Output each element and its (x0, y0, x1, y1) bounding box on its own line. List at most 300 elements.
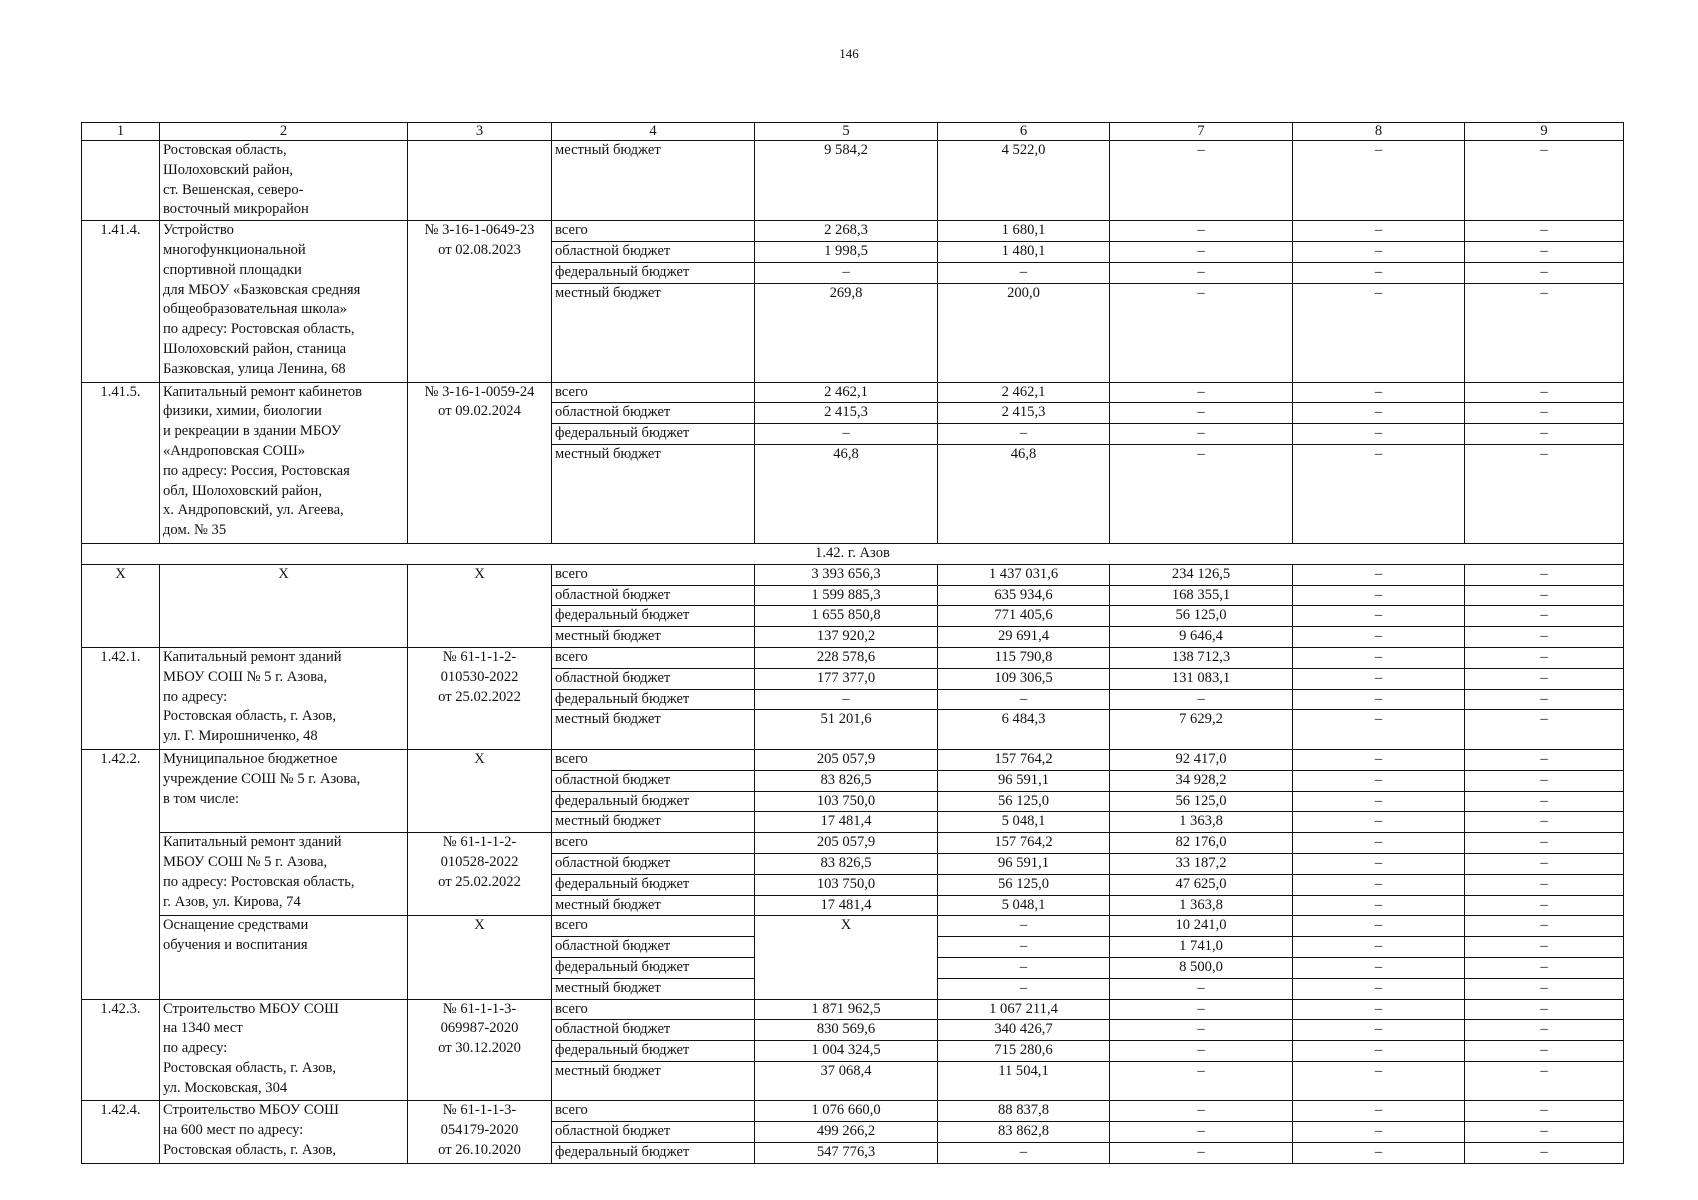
value-col5: 1 004 324,5 (755, 1041, 938, 1062)
item-name-line: по адресу: Ростовская область, (163, 873, 355, 890)
value-col8: – (1293, 895, 1465, 916)
budget-source: местный бюджет (552, 444, 755, 543)
value-col8: – (1293, 1061, 1465, 1101)
value-col5: 205 057,9 (755, 749, 938, 770)
value-col5: 830 569,6 (755, 1020, 938, 1041)
column-number: 5 (755, 123, 938, 141)
budget-source: всего (552, 564, 755, 585)
value-col8: – (1293, 770, 1465, 791)
value-col9: – (1465, 937, 1624, 958)
value-col8: – (1293, 382, 1465, 403)
value-col9: – (1465, 221, 1624, 242)
value-col6: 2 415,3 (938, 403, 1110, 424)
item-document-line: от 25.02.2022 (438, 688, 521, 705)
budget-source: областной бюджет (552, 937, 755, 958)
item-name-line: в том числе: (163, 790, 240, 807)
value-col8: – (1293, 812, 1465, 833)
item-document (408, 382, 552, 543)
value-col9: – (1465, 791, 1624, 812)
item-document-line: от 26.10.2020 (438, 1142, 521, 1159)
value-col8: – (1293, 978, 1465, 999)
item-name-line: по адресу: Ростовская область, (163, 321, 355, 338)
section-row (82, 543, 1624, 564)
item-name-line: ул. Московская, 304 (163, 1079, 288, 1096)
item-name-line: ст. Вешенская, северо- (163, 181, 304, 198)
item-name-line: на 1340 мест (163, 1020, 243, 1037)
column-number: 3 (408, 123, 552, 141)
item-name-line: Капитальный ремонт кабинетов (163, 383, 363, 400)
item-number: 1.42.1. (82, 647, 160, 749)
item-name-line: многофункциональной (163, 241, 306, 258)
item-document (408, 999, 552, 1101)
item-document (408, 141, 552, 221)
item-document-line: № 3-16-1-0059-24 (424, 383, 535, 400)
value-col5: 1 871 962,5 (755, 999, 938, 1020)
item-name-line: обучения и воспитания (163, 937, 308, 954)
value-col9: – (1465, 241, 1624, 262)
value-col7: 47 625,0 (1110, 874, 1293, 895)
value-col5: 51 201,6 (755, 710, 938, 750)
item-name-line: Шолоховский район, станица (163, 340, 347, 357)
value-col5: 17 481,4 (755, 812, 938, 833)
value-col6: – (938, 978, 1110, 999)
item-name (160, 999, 408, 1101)
value-col7: – (1110, 403, 1293, 424)
column-number: 6 (938, 123, 1110, 141)
value-col6: – (938, 262, 1110, 283)
value-col9: – (1465, 1061, 1624, 1101)
table-row (82, 749, 1624, 770)
value-col6: 56 125,0 (938, 791, 1110, 812)
value-col8: – (1293, 916, 1465, 937)
value-col6: 96 591,1 (938, 853, 1110, 874)
table-row (82, 1101, 1624, 1122)
value-col6: 340 426,7 (938, 1020, 1110, 1041)
value-col9: – (1465, 141, 1624, 221)
item-name-line: Муниципальное бюджетное (163, 750, 338, 767)
value-col5: 2 462,1 (755, 382, 938, 403)
value-col9: – (1465, 978, 1624, 999)
budget-source: всего (552, 1101, 755, 1122)
item-name-line: «Андроповская СОШ» (163, 442, 306, 459)
item-document-line: 010530-2022 (440, 668, 519, 685)
column-number: 9 (1465, 123, 1624, 141)
value-col7: 10 241,0 (1110, 916, 1293, 937)
budget-source: федеральный бюджет (552, 791, 755, 812)
item-document-line: от 09.02.2024 (438, 403, 521, 420)
item-document (408, 647, 552, 749)
item-document-line: Х (474, 750, 485, 767)
table-body (82, 123, 1624, 1164)
budget-source: местный бюджет (552, 1061, 755, 1101)
value-col5: 177 377,0 (755, 668, 938, 689)
value-col9: – (1465, 1143, 1624, 1164)
value-col7: 7 629,2 (1110, 710, 1293, 750)
item-document-line: от 30.12.2020 (438, 1040, 521, 1057)
item-name (160, 647, 408, 749)
value-col7: – (1110, 689, 1293, 710)
value-col9: – (1465, 1041, 1624, 1062)
item-number: Х (82, 564, 160, 647)
item-name-line: Капитальный ремонт зданий (163, 834, 342, 851)
item-name-line: по адресу: Россия, Ростовская (163, 462, 350, 479)
budget-source: местный бюджет (552, 627, 755, 648)
value-col9: – (1465, 812, 1624, 833)
item-name-line: восточный микрорайон (163, 201, 309, 218)
value-col7: – (1110, 262, 1293, 283)
value-col7: – (1110, 221, 1293, 242)
value-col5: 1 076 660,0 (755, 1101, 938, 1122)
value-col5: 103 750,0 (755, 791, 938, 812)
value-col7: – (1110, 283, 1293, 382)
column-number: 8 (1293, 123, 1465, 141)
budget-source: областной бюджет (552, 1020, 755, 1041)
budget-source: федеральный бюджет (552, 1143, 755, 1164)
item-name-line: МБОУ СОШ № 5 г. Азова, (163, 853, 328, 870)
value-col7: 131 083,1 (1110, 668, 1293, 689)
budget-source: местный бюджет (552, 710, 755, 750)
value-col9: – (1465, 874, 1624, 895)
item-document-line: 069987-2020 (440, 1020, 519, 1037)
value-col7: 34 928,2 (1110, 770, 1293, 791)
value-col6: 109 306,5 (938, 668, 1110, 689)
value-col5: 547 776,3 (755, 1143, 938, 1164)
value-col9: – (1465, 1020, 1624, 1041)
table-row (82, 564, 1624, 585)
value-col9: – (1465, 424, 1624, 445)
item-name-line: Ростовская область, г. Азов, (163, 1142, 336, 1159)
value-col9: – (1465, 1122, 1624, 1143)
value-col7: – (1110, 141, 1293, 221)
value-col8: – (1293, 403, 1465, 424)
value-col8: – (1293, 749, 1465, 770)
value-col8: – (1293, 647, 1465, 668)
value-col8: – (1293, 957, 1465, 978)
item-name (160, 749, 408, 832)
value-col9: – (1465, 444, 1624, 543)
value-col6: 5 048,1 (938, 895, 1110, 916)
value-col9: – (1465, 833, 1624, 854)
item-name-line: Ростовская область, г. Азов, (163, 1059, 336, 1076)
item-name-line: Ростовская область, (163, 142, 287, 158)
item-name-line: ул. Г. Мирошниченко, 48 (163, 728, 318, 745)
value-col6: 96 591,1 (938, 770, 1110, 791)
budget-source: местный бюджет (552, 283, 755, 382)
budget-source: всего (552, 221, 755, 242)
value-col9: – (1465, 1101, 1624, 1122)
budget-source: федеральный бюджет (552, 874, 755, 895)
value-col6: 5 048,1 (938, 812, 1110, 833)
table-row (82, 141, 1624, 221)
value-col6: 1 067 211,4 (938, 999, 1110, 1020)
value-col7: – (1110, 1041, 1293, 1062)
budget-source: всего (552, 382, 755, 403)
value-col6: 157 764,2 (938, 749, 1110, 770)
value-col7: – (1110, 1143, 1293, 1164)
value-col5: 137 920,2 (755, 627, 938, 648)
value-col7: 9 646,4 (1110, 627, 1293, 648)
value-col8: – (1293, 874, 1465, 895)
item-name-line: общеобразовательная школа» (163, 301, 347, 318)
value-col7: 33 187,2 (1110, 853, 1293, 874)
value-col8: – (1293, 627, 1465, 648)
value-col8: – (1293, 564, 1465, 585)
item-name-line: обл, Шолоховский район, (163, 482, 322, 499)
budget-source: областной бюджет (552, 853, 755, 874)
value-col5: 228 578,6 (755, 647, 938, 668)
value-col6: 6 484,3 (938, 710, 1110, 750)
item-name (160, 916, 408, 999)
value-col6: 4 522,0 (938, 141, 1110, 221)
budget-source: всего (552, 647, 755, 668)
value-col7: 1 363,8 (1110, 812, 1293, 833)
budget-source: областной бюджет (552, 770, 755, 791)
value-col9: – (1465, 916, 1624, 937)
item-name-line: и рекреации в здании МБОУ (163, 423, 342, 440)
item-name-line: МБОУ СОШ № 5 г. Азова, (163, 668, 328, 685)
value-col6: 635 934,6 (938, 585, 1110, 606)
value-col8: – (1293, 283, 1465, 382)
item-name-line: г. Азов, ул. Кирова, 74 (163, 893, 301, 910)
value-col8: – (1293, 853, 1465, 874)
table-row (82, 833, 1624, 854)
value-col6: – (938, 916, 1110, 937)
item-name-line: х. Андроповский, ул. Агеева, (163, 502, 344, 519)
value-col7: 82 176,0 (1110, 833, 1293, 854)
value-col7: – (1110, 999, 1293, 1020)
item-name-line: по адресу: (163, 688, 228, 705)
value-col8: – (1293, 1143, 1465, 1164)
value-col8: – (1293, 606, 1465, 627)
value-col7: – (1110, 978, 1293, 999)
value-col9: – (1465, 403, 1624, 424)
item-name-line: Ростовская область, г. Азов, (163, 708, 336, 725)
value-col7: 56 125,0 (1110, 791, 1293, 812)
item-name (160, 564, 408, 647)
value-col9: – (1465, 647, 1624, 668)
value-col5: 1 599 885,3 (755, 585, 938, 606)
value-col7: – (1110, 382, 1293, 403)
value-col9: – (1465, 689, 1624, 710)
budget-source: всего (552, 749, 755, 770)
value-col6: – (938, 424, 1110, 445)
item-name-line: Х (278, 565, 289, 582)
value-col5: 269,8 (755, 283, 938, 382)
column-number: 7 (1110, 123, 1293, 141)
value-col7: 92 417,0 (1110, 749, 1293, 770)
item-name-line: Оснащение средствами (163, 917, 309, 934)
value-col6: – (938, 1143, 1110, 1164)
value-col8: – (1293, 1020, 1465, 1041)
value-col9: – (1465, 585, 1624, 606)
value-col9: – (1465, 564, 1624, 585)
item-document (408, 221, 552, 382)
value-col9: – (1465, 668, 1624, 689)
value-col7: 1 363,8 (1110, 895, 1293, 916)
item-name-line: Капитальный ремонт зданий (163, 648, 342, 665)
value-col9: – (1465, 627, 1624, 648)
budget-source: областной бюджет (552, 241, 755, 262)
value-col5: Х (755, 916, 938, 999)
item-document-line: № 3-16-1-0649-23 (424, 222, 535, 239)
budget-source: федеральный бюджет (552, 1041, 755, 1062)
value-col8: – (1293, 241, 1465, 262)
item-name (160, 141, 408, 221)
value-col8: – (1293, 262, 1465, 283)
budget-source: местный бюджет (552, 895, 755, 916)
value-col8: – (1293, 1122, 1465, 1143)
value-col5: 83 826,5 (755, 770, 938, 791)
value-col5: 2 415,3 (755, 403, 938, 424)
value-col7: 234 126,5 (1110, 564, 1293, 585)
value-col5: 103 750,0 (755, 874, 938, 895)
budget-source: областной бюджет (552, 585, 755, 606)
value-col8: – (1293, 585, 1465, 606)
budget-source: федеральный бюджет (552, 957, 755, 978)
item-name-line: Базковская, улица Ленина, 68 (163, 360, 346, 377)
section-title: 1.42. г. Азов (82, 543, 1624, 564)
budget-source: областной бюджет (552, 668, 755, 689)
item-name-line: Строительство МБОУ СОШ (163, 1000, 339, 1017)
item-document-line: Х (474, 917, 485, 934)
value-col5: – (755, 262, 938, 283)
value-col7: – (1110, 1101, 1293, 1122)
value-col7: 8 500,0 (1110, 957, 1293, 978)
value-col5: – (755, 689, 938, 710)
value-col8: – (1293, 710, 1465, 750)
table-row (82, 221, 1624, 242)
value-col5: – (755, 424, 938, 445)
value-col8: – (1293, 141, 1465, 221)
value-col9: – (1465, 895, 1624, 916)
budget-source: всего (552, 833, 755, 854)
item-name (160, 221, 408, 382)
item-document-line: № 61-1-1-3- (442, 1102, 517, 1119)
value-col8: – (1293, 833, 1465, 854)
budget-source: федеральный бюджет (552, 689, 755, 710)
value-col6: 771 405,6 (938, 606, 1110, 627)
value-col5: 499 266,2 (755, 1122, 938, 1143)
table-row (82, 647, 1624, 668)
value-col8: – (1293, 689, 1465, 710)
value-col8: – (1293, 221, 1465, 242)
item-number: 1.41.4. (82, 221, 160, 382)
value-col6: 11 504,1 (938, 1061, 1110, 1101)
value-col5: 46,8 (755, 444, 938, 543)
value-col9: – (1465, 710, 1624, 750)
item-name-line: Строительство МБОУ СОШ (163, 1102, 339, 1119)
value-col6: 1 680,1 (938, 221, 1110, 242)
table-row (82, 382, 1624, 403)
table-row (82, 916, 1624, 937)
budget-source: местный бюджет (552, 812, 755, 833)
item-name (160, 833, 408, 916)
value-col8: – (1293, 937, 1465, 958)
value-col7: – (1110, 444, 1293, 543)
item-document (408, 564, 552, 647)
value-col5: 3 393 656,3 (755, 564, 938, 585)
column-number-row (82, 123, 1624, 141)
value-col6: – (938, 957, 1110, 978)
value-col8: – (1293, 1101, 1465, 1122)
budget-source: всего (552, 999, 755, 1020)
value-col5: 2 268,3 (755, 221, 938, 242)
value-col9: – (1465, 999, 1624, 1020)
item-name-line: Устройство (163, 222, 234, 239)
item-document-line: 054179-2020 (440, 1122, 519, 1139)
item-document-line: № 61-1-1-2- (442, 834, 517, 851)
value-col7: – (1110, 1122, 1293, 1143)
value-col8: – (1293, 999, 1465, 1020)
value-col8: – (1293, 791, 1465, 812)
value-col5: 1 655 850,8 (755, 606, 938, 627)
item-name (160, 382, 408, 543)
item-name-line: физики, химии, биологии (163, 403, 322, 420)
value-col5: 83 826,5 (755, 853, 938, 874)
column-number: 4 (552, 123, 755, 141)
item-document-line: № 61-1-1-3- (442, 1000, 517, 1017)
value-col6: 88 837,8 (938, 1101, 1110, 1122)
value-col7: – (1110, 1061, 1293, 1101)
value-col7: – (1110, 424, 1293, 445)
table-row (82, 999, 1624, 1020)
value-col7: – (1110, 241, 1293, 262)
item-number (82, 141, 160, 221)
budget-table (81, 122, 1624, 1164)
item-document-line: от 02.08.2023 (438, 241, 521, 258)
value-col9: – (1465, 853, 1624, 874)
column-number: 2 (160, 123, 408, 141)
item-number: 1.42.2. (82, 749, 160, 999)
value-col5: 9 584,2 (755, 141, 938, 221)
value-col9: – (1465, 957, 1624, 978)
value-col6: 83 862,8 (938, 1122, 1110, 1143)
column-number: 1 (82, 123, 160, 141)
item-number: 1.42.3. (82, 999, 160, 1101)
value-col6: 1 437 031,6 (938, 564, 1110, 585)
item-document-line: № 61-1-1-2- (442, 648, 517, 665)
value-col6: 115 790,8 (938, 647, 1110, 668)
value-col6: 29 691,4 (938, 627, 1110, 648)
value-col6: 715 280,6 (938, 1041, 1110, 1062)
value-col5: 1 998,5 (755, 241, 938, 262)
value-col6: 46,8 (938, 444, 1110, 543)
value-col8: – (1293, 668, 1465, 689)
item-name-line: по адресу: (163, 1040, 228, 1057)
item-document-line: Х (474, 565, 485, 582)
budget-source: всего (552, 916, 755, 937)
item-document (408, 1101, 552, 1163)
item-name-line: дом. № 35 (163, 522, 227, 539)
value-col9: – (1465, 770, 1624, 791)
item-document (408, 749, 552, 832)
value-col9: – (1465, 283, 1624, 382)
value-col6: 2 462,1 (938, 382, 1110, 403)
budget-source: федеральный бюджет (552, 262, 755, 283)
value-col6: 56 125,0 (938, 874, 1110, 895)
item-document (408, 833, 552, 916)
value-col6: 1 480,1 (938, 241, 1110, 262)
value-col8: – (1293, 444, 1465, 543)
value-col8: – (1293, 1041, 1465, 1062)
budget-source: местный бюджет (552, 978, 755, 999)
value-col9: – (1465, 262, 1624, 283)
value-col5: 17 481,4 (755, 895, 938, 916)
item-name-line: на 600 мест по адресу: (163, 1122, 304, 1139)
value-col5: 37 068,4 (755, 1061, 938, 1101)
item-name-line: Шолоховский район, (163, 161, 294, 178)
value-col7: – (1110, 1020, 1293, 1041)
